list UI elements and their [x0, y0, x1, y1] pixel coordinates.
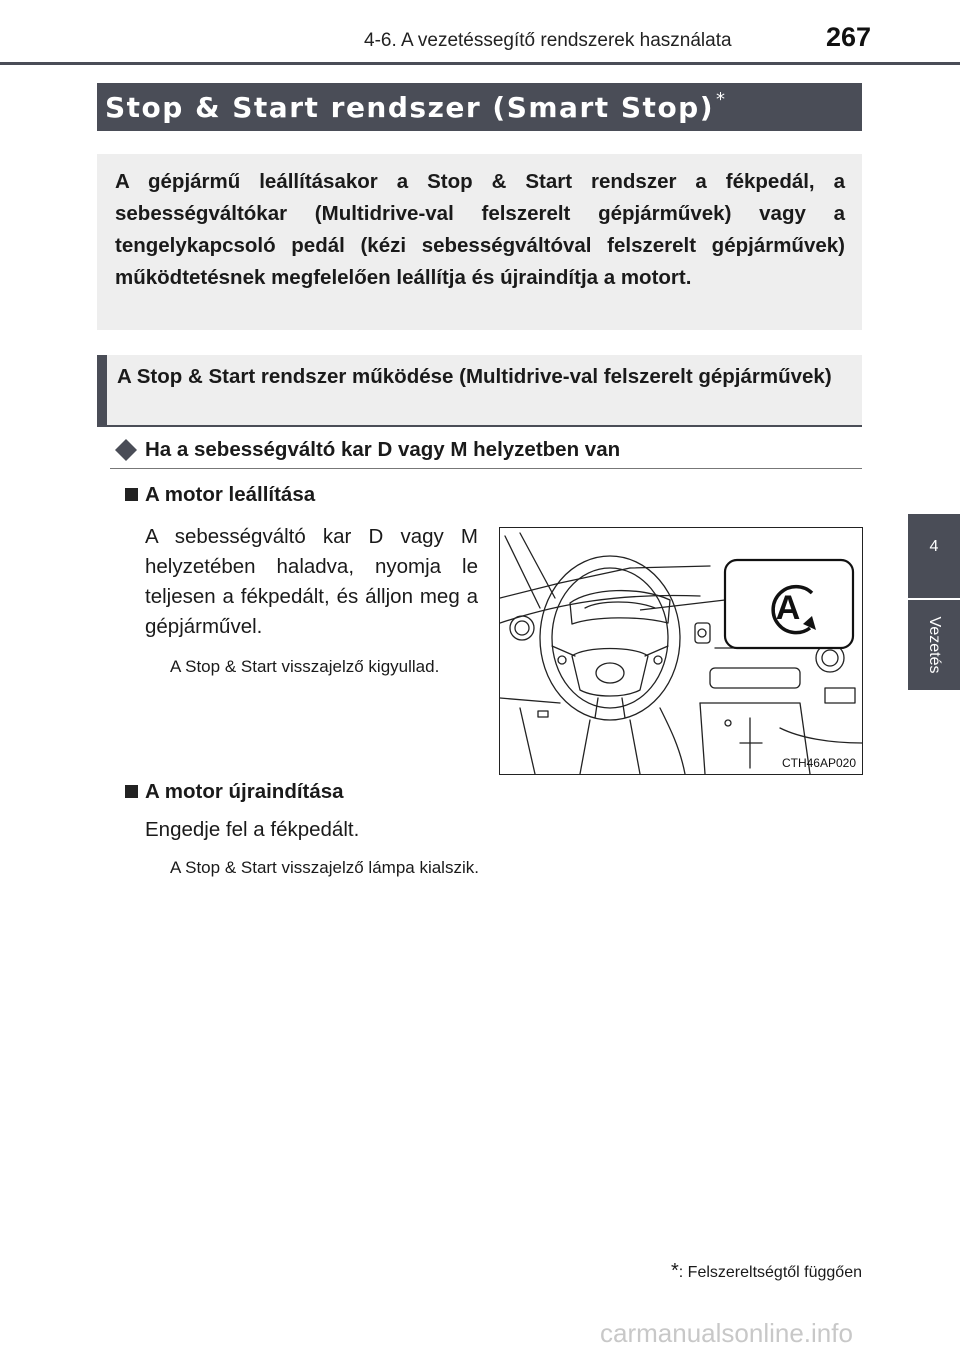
footnote-text: : Felszereltségtől függően: [678, 1264, 862, 1281]
optional-equipment-marker: *: [716, 89, 727, 110]
page-number: 267: [826, 22, 872, 52]
square-bullet-icon: [125, 785, 138, 798]
footnote-marker: *: [670, 1260, 679, 1282]
engine-stop-note: A Stop & Start visszajelző kigyullad.: [170, 657, 440, 676]
engine-restart-note: A Stop & Start visszajelző lámpa kialszik.: [170, 858, 479, 877]
engine-stop-body: A sebességváltó kar D vagy M helyzetében haladva, nyomja le teljesen a fékpedált, és álljon meg a gépjárművel.: [145, 525, 478, 638]
condition-heading: Ha a sebességváltó kar D vagy M helyzetben van: [145, 438, 621, 461]
page-title-text: Stop & Start rendszer (Smart Stop): [105, 91, 715, 124]
engine-restart-heading: A motor újraindítása: [145, 780, 344, 803]
watermark: carmanualsonline.info: [600, 1318, 853, 1348]
page-title: [105, 89, 727, 124]
footnote: [630, 1260, 862, 1283]
dashboard-illustration: [499, 527, 863, 775]
engine-restart-body: Engedje fel a fékpedált.: [145, 818, 360, 841]
chapter-number: 4: [929, 538, 939, 555]
chapter-tab: [908, 514, 960, 598]
section-heading: A Stop & Start rendszer működése (Multidrive-val felszerelt gépjárművek): [117, 365, 832, 388]
header-rule: [0, 62, 960, 65]
dashboard-drawing: [500, 528, 862, 774]
intro-box: [97, 154, 862, 330]
chapter-label-tab: [908, 600, 960, 690]
engine-stop-heading: A motor leállítása: [145, 483, 316, 506]
section-heading-rule: [97, 425, 862, 427]
condition-rule: [110, 468, 862, 469]
indicator-letter: A: [775, 589, 801, 627]
intro-text: A gépjármű leállításakor a Stop & Start rendszer a fékpedál, a sebességváltókar (Multidrive-val felszerelt gépjárművek) vagy a tengelykapcsoló pedál (kézi sebességváltóval felszerelt gépjárművek) működtetésnek megfelelően leállítja és újraindítja a motort.: [115, 170, 845, 289]
page-title-bar: [97, 83, 862, 131]
chapter-label: Vezetés: [926, 616, 943, 674]
running-header-title: 4-6. A vezetéssegítő rendszerek használata: [364, 30, 732, 51]
diamond-bullet-icon: [115, 439, 137, 461]
section-heading-accent: [97, 355, 107, 425]
illustration-code: CTH46AP020: [781, 756, 856, 770]
square-bullet-icon: [125, 488, 138, 501]
